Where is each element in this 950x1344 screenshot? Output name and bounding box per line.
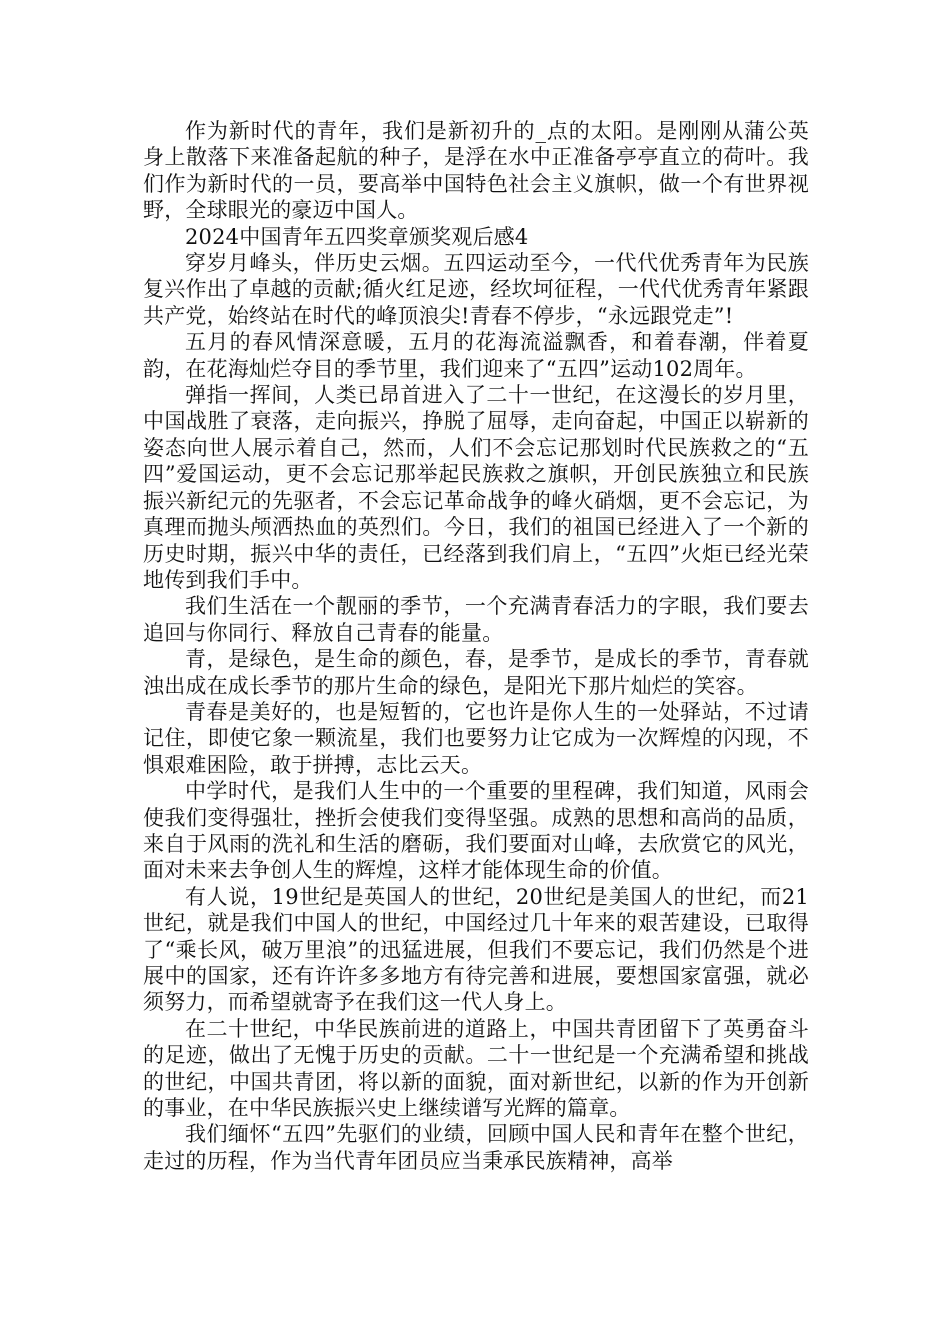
document-body — [143, 118, 809, 1174]
paragraph-middle-school: 中学时代，是我们人生中的一个重要的里程碑，我们知道，风雨会使我们变得强壮，挫折会使我们变得坚强。成熟的思想和高尚的品质，来自于风雨的洗礼和生活的磨砺，我们要面对山峰，去欣赏它的风光，面对未来去争创人生的辉煌，这样才能体现生命的价值。 — [143, 779, 809, 883]
paragraph-youth-brief: 青春是美好的，也是短暂的，它也许是你人生的一处驿站，不过请记住，即使它象一颗流星，我们也要努力让它成为一次辉煌的闪现，不惧艰难困险，敢于拼搏，志比云天。 — [143, 699, 809, 777]
paragraph-new-era-youth: 作为新时代的青年，我们是新初升的_点的太阳。是刚刚从蒲公英身上散落下来准备起航的种子，是浮在水中正准备亭亭直立的荷叶。我们作为新时代的一员，要高举中国特色社会主义旗帜，做一个有世界视野，全球眼光的豪迈中国人。 — [143, 119, 809, 223]
paragraph-green-youth: 青，是绿色，是生命的颜色，春，是季节，是成长的季节，青春就浊出成在成长季节的那片生命的绿色，是阳光下那片灿烂的笑容。 — [143, 647, 809, 698]
paragraph-may-fourth-pioneers: 我们缅怀“五四”先驱们的业绩，回顾中国人民和青年在整个世纪，走过的历程，作为当代青年团员应当秉承民族精神，高举 — [143, 1122, 809, 1173]
paragraph-history: 穿岁月峰头，伴历史云烟。五四运动至今，一代代优秀青年为民族复兴作出了卓越的贡献;循火红足迹，经坎坷征程，一代代优秀青年紧跟共产党，始终站在时代的峰顶浪尖!青春不停步，“永远跟党走”! — [143, 251, 809, 328]
paragraph-chinese-century: 有人说，19世纪是英国人的世纪，20世纪是美国人的世纪，而21世纪，就是我们中国人的世纪，中国经过几十年来的艰苦建设，已取得了“乘长风，破万里浪”的迅猛进展，但我们不要忘记，我们仍然是个进展中的国家，还有许许多多地方有待完善和进展，要想国家富强，就必须努力，而希望就寄予在我们这一代人身上。 — [143, 884, 809, 1015]
paragraph-twenty-first-century: 弹指一挥间，人类已昂首进入了二十一世纪，在这漫长的岁月里，中国战胜了衰落，走向振兴，挣脱了屈辱，走向奋起，中国正以崭新的姿态向世人展示着自己，然而，人们不会忘记那划时代民族救之的“五四”爱国运动，更不会忘记那举起民族救之旗帜，开创民族独立和民族振兴新纪元的先驱者，不会忘记革命战争的峰火硝烟，更不会忘记，为真理而抛头颅洒热血的英烈们。今日，我们的祖国已经进入了一个新的历史时期，振兴中华的责任，已经落到我们肩上，“五四”火炬已经光荣地传到我们手中。 — [143, 383, 809, 592]
paragraph-youth-league: 在二十世纪，中华民族前进的道路上，中国共青团留下了英勇奋斗的足迹，做出了无愧于历史的贡献。二十一世纪是一个充满希望和挑战的世纪，中国共青团，将以新的面貌，面对新世纪，以新的作为开创新的事业，在中华民族振兴史上继续谱写光辉的篇章。 — [143, 1016, 809, 1121]
paragraph-may-spring: 五月的春风情深意暖，五月的花海流溢飘香，和着春潮，伴着夏韵，在花海灿烂夺目的季节里，我们迎来了“五四”运动102周年。 — [143, 330, 809, 381]
section-title: 2024中国青年五四奖章颁奖观后感4 — [185, 224, 529, 249]
paragraph-beautiful-season: 我们生活在一个靓丽的季节，一个充满青春活力的字眼，我们要去追回与你同行、释放自己青春的能量。 — [143, 594, 809, 645]
